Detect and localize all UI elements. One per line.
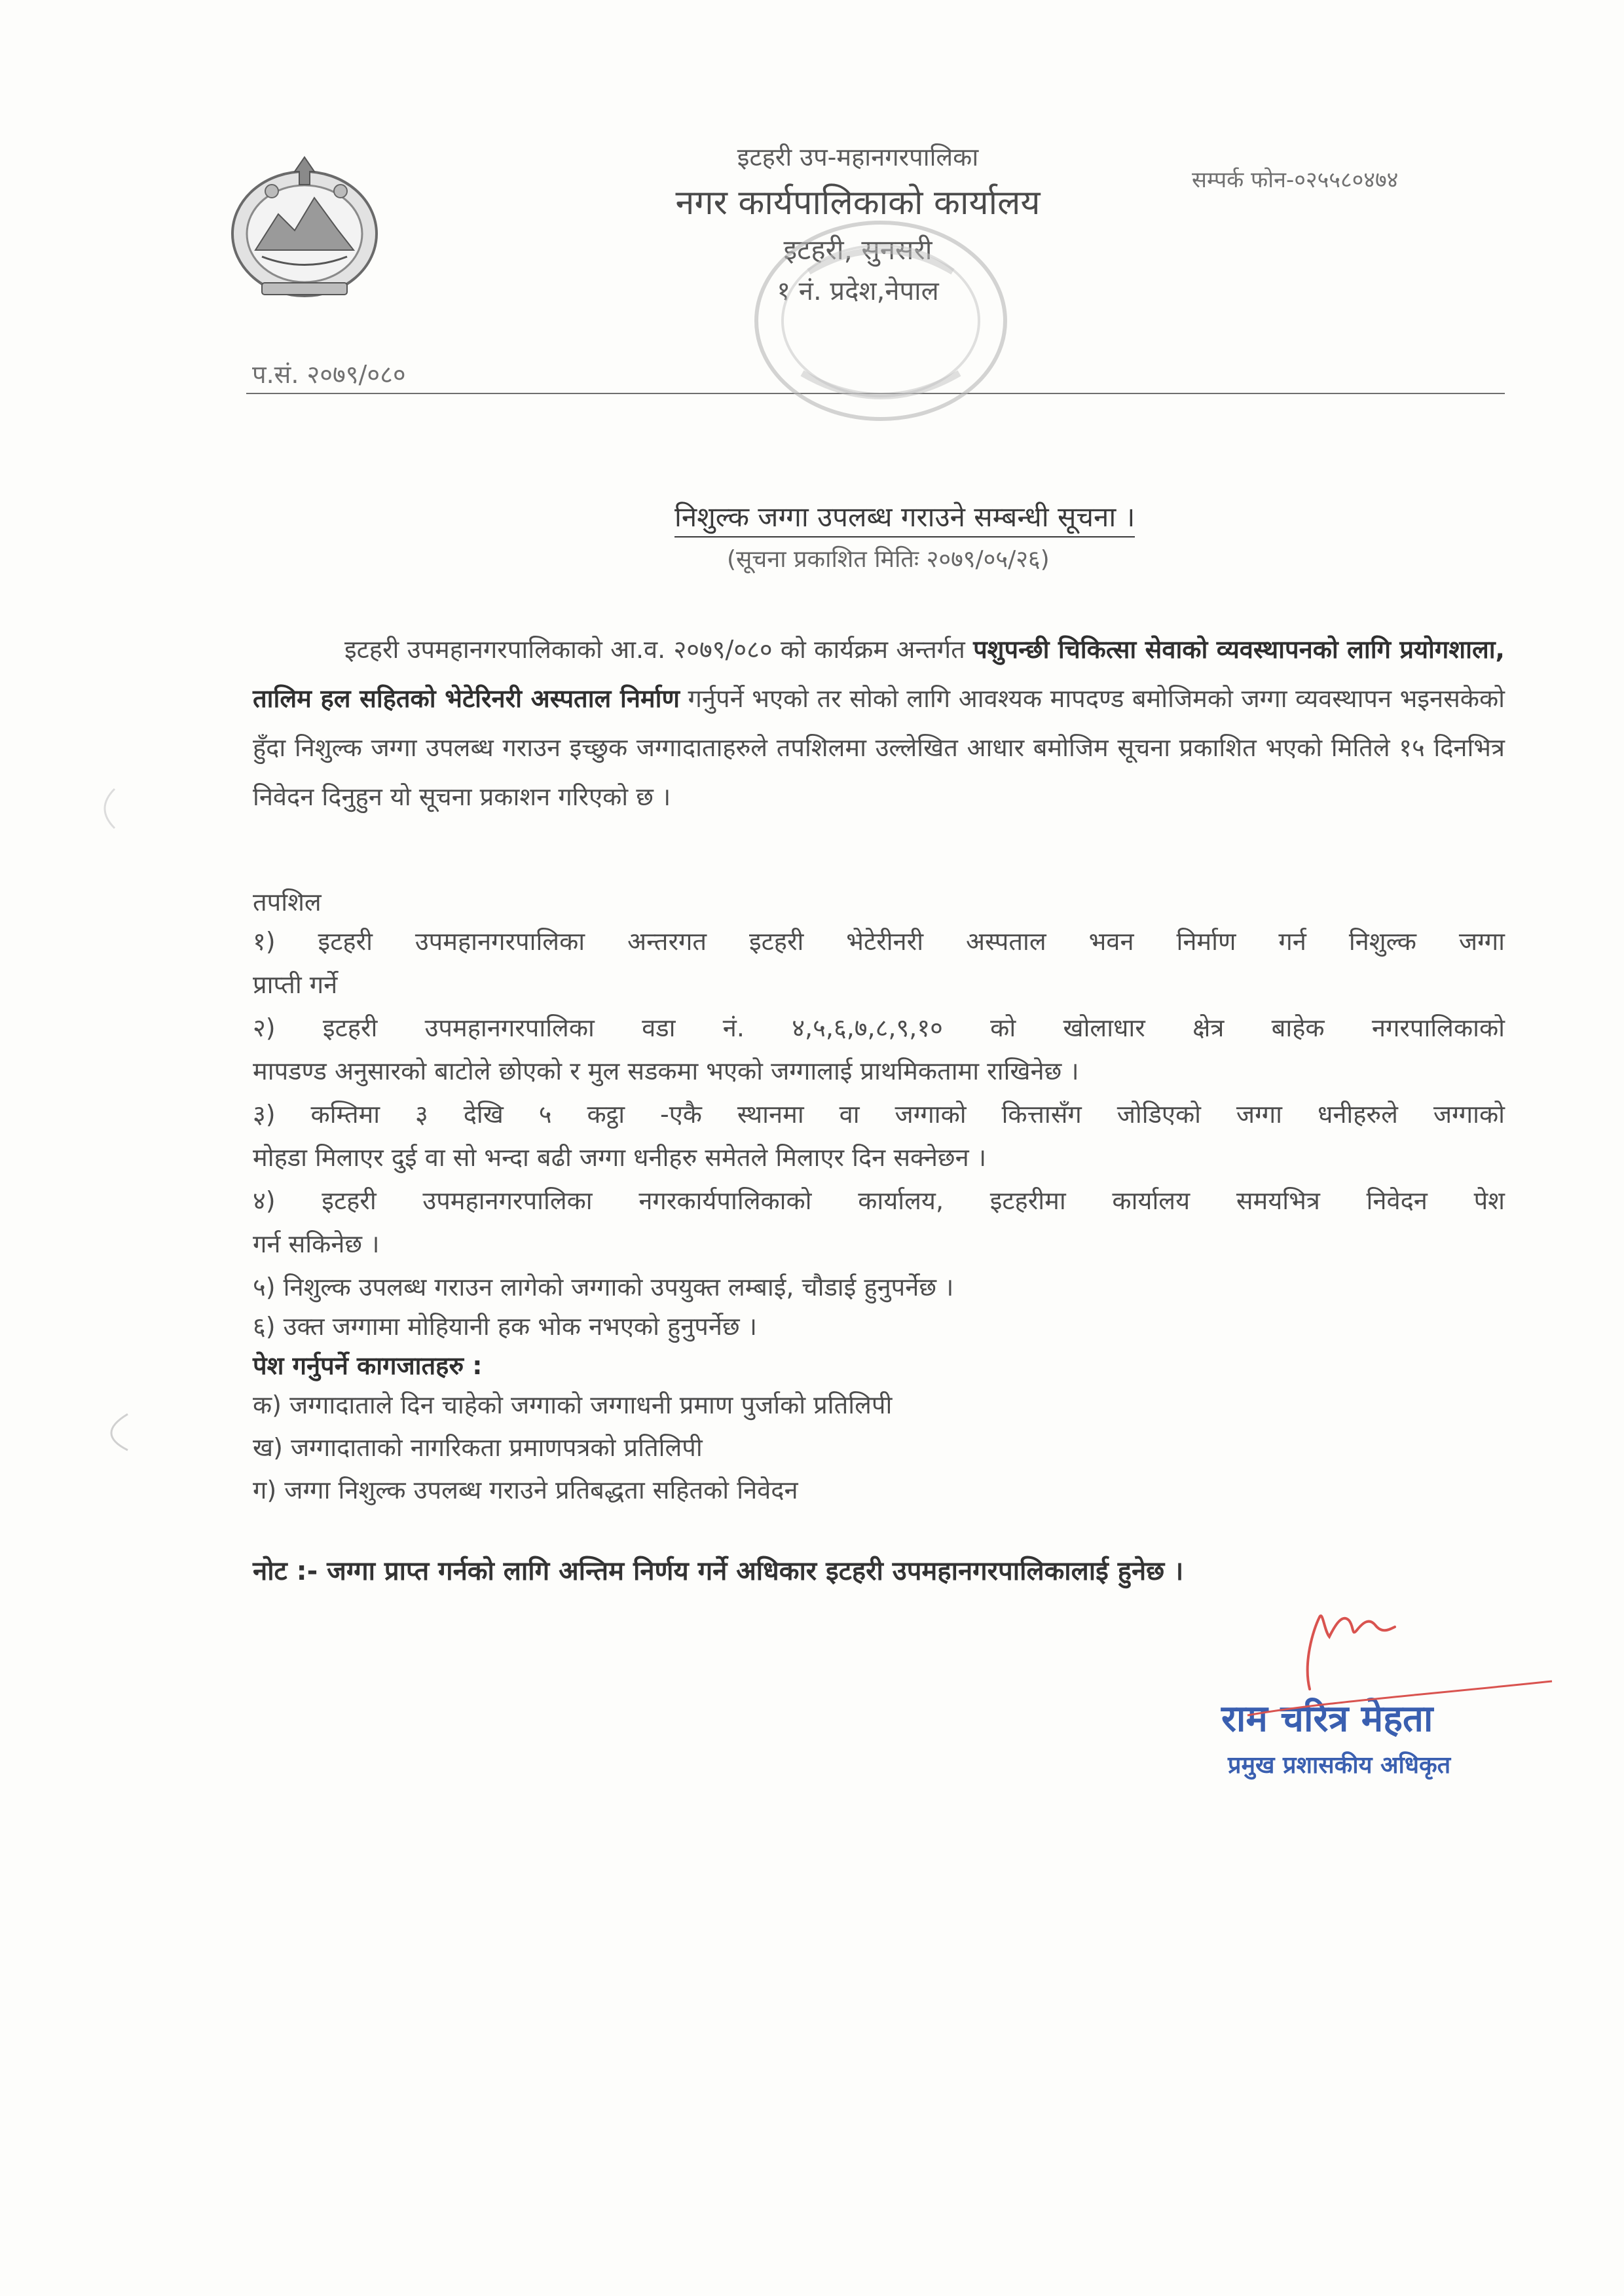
details-heading: तपशिल [253, 888, 322, 917]
list-item: ३) कम्तिमा ३ देखि ५ कट्ठा -एकै स्थानमा वा जग्गाको कित्तासँग जोडिएको जग्गा धनीहरुले जग्गाको [253, 1100, 1505, 1129]
document-item: ख) जग्गादाताको नागरिकता प्रमाणपत्रको प्रतिलिपी [253, 1433, 703, 1462]
office-province: १ नं. प्रदेश,नेपाल [777, 276, 939, 306]
documents-heading: पेश गर्नुपर्ने कागजातहरु : [253, 1351, 483, 1380]
signatory-name: राम चरित्र मेहता [1221, 1697, 1433, 1740]
signature-strike [1244, 1676, 1559, 1728]
list-item: ५) निशुल्क उपलब्ध गराउन लागेको जग्गाको उपयुक्त लम्बाई, चौडाई हुनुपर्नेछ । [253, 1273, 954, 1302]
paragraph-intro: इटहरी उपमहानगरपालिकाको आ.व. २०७९/०८० को कार्यक्रम अन्तर्गत [344, 635, 965, 664]
contact-phone: सम्पर्क फोन-०२५५८०४७४ [1192, 167, 1399, 193]
office-name: नगर कार्यपालिकाको कार्यालय [675, 183, 1041, 223]
list-item-cont: मोहडा मिलाएर दुई वा सो भन्दा बढी जग्गा धनीहरु समेतले मिलाएर दिन सक्नेछन । [253, 1143, 987, 1172]
document-item: ग) जग्गा निशुल्क उपलब्ध गराउने प्रतिबद्धता सहितको निवेदन [253, 1476, 798, 1504]
paragraph-project: पशुपन्छी चिकित्सा सेवाको व्यवस्थापनको लागि प्रयोगशाला, तालिम हल सहितको भेटेरिनरी अस्पताल निर्माण [253, 635, 1505, 713]
office-location: इटहरी, सुनसरी [783, 234, 932, 266]
document-item: क) जग्गादाताले दिन चाहेको जग्गाको जग्गाधनी प्रमाण पुर्जाको प्रतिलिपी [253, 1391, 893, 1419]
signatory-title: प्रमुख प्रशासकीय अधिकृत [1228, 1752, 1451, 1779]
notice-title: निशुल्क जग्गा उपलब्ध गराउने सम्बन्धी सूचना । [674, 498, 1135, 538]
nepal-emblem-icon [216, 152, 393, 309]
note-text: नोट :- जग्गा प्राप्त गर्नको लागि अन्तिम निर्णय गर्ने अधिकार इटहरी उपमहानगरपालिकालाई हुनेछ । [253, 1556, 1184, 1586]
office-seal-icon [730, 210, 1031, 432]
list-item-cont: मापडण्ड अनुसारको बाटोले छोएको र मुल सडकमा भएको जग्गालाई प्राथमिकतामा राखिनेछ । [253, 1057, 1079, 1085]
punch-mark [92, 1408, 131, 1453]
list-item-cont: गर्न सकिनेछ । [253, 1230, 380, 1258]
list-item: २) इटहरी उपमहानगरपालिका वडा नं. ४,५,६,७,८,९,१० को खोलाधार क्षेत्र बाहेक नगरपालिकाको [253, 1013, 1505, 1042]
list-item: १) इटहरी उपमहानगरपालिका अन्तरगत इटहरी भेटेरीनरी अस्पताल भवन निर्माण गर्न निशुल्क जग्गा [253, 927, 1505, 956]
punch-mark [92, 786, 118, 831]
municipality-name: इटहरी उप-महानगरपालिका [737, 143, 979, 172]
notice-paragraph [253, 625, 1505, 822]
list-item: ४) इटहरी उपमहानगरपालिका नगरकार्यपालिकाको कार्यालय, इटहरीमा कार्यालय समयभित्र निवेदन पेश [253, 1186, 1505, 1215]
publication-date: (सूचना प्रकाशित मितिः २०७९/०५/२६) [727, 546, 1050, 573]
reference-number: प.सं. २०७९/०८० [252, 360, 406, 389]
list-item: ६) उक्त जग्गामा मोहियानी हक भोक नभएको हुनुपर्नेछ । [253, 1312, 758, 1341]
list-item-cont: प्राप्ती गर्ने [253, 970, 338, 999]
paragraph-rest: गर्नुपर्ने भएको तर सोको लागि आवश्यक मापदण्ड बमोजिमको जग्गा व्यवस्थापन भइनसकेको हुँदा निशुल्क जग्गा उपलब्ध गराउन इच्छुक जग्गादाताहरुले तपशिलमा उल्लेखित आधार बमोजिम सूचना प्रकाशित भएको मितिले १५ दिनभित्र निवेदन दिनुहुन यो सूचना प्रकाशन गरिएको छ । [253, 684, 1505, 811]
